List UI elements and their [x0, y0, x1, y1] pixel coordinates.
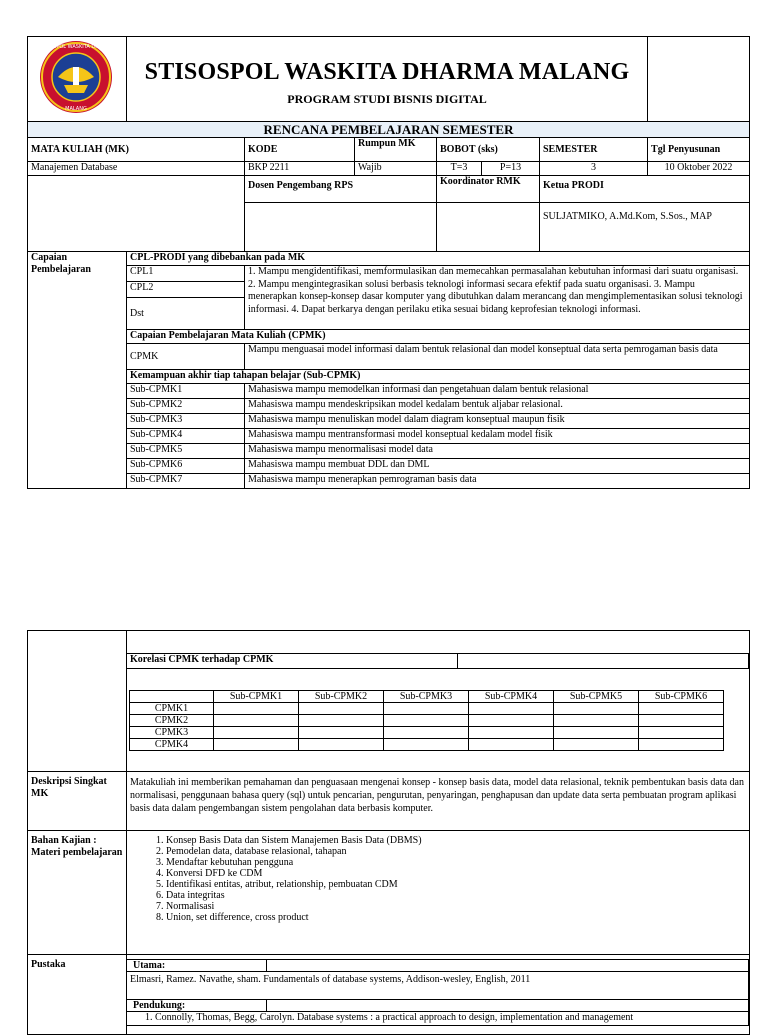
institution-name: STISOSPOL WASKITA DHARMA MALANG [144, 59, 630, 85]
course-p: P=13 [482, 162, 540, 176]
cpmk-heading: Capaian Pembelajaran Mata Kuliah (CPMK) [127, 330, 750, 344]
capaian-label: Capaian Pembelajaran [28, 252, 127, 489]
course-name: Manajemen Database [28, 162, 245, 176]
bahan-item: 5. Identifikasi entitas, atribut, relationship, pembuatan CDM [166, 879, 746, 890]
document-title: RENCANA PEMBELAJARAN SEMESTER [28, 122, 750, 138]
utama-label: Utama: [127, 960, 267, 972]
pendukung-label: Pendukung: [127, 1000, 267, 1012]
utama-text: Elmasri, Ramez. Navathe, sham. Fundamentals of database systems, Addison-wesley, English, 2011 [127, 972, 749, 1000]
korelasi-matrix [129, 690, 724, 751]
pustaka-label: Pustaka [28, 955, 127, 1035]
dosen-name [245, 203, 437, 252]
course-t: T=3 [437, 162, 482, 176]
logo-cell [28, 37, 127, 122]
sub-cpmk-text: Mahasiswa mampu membuat DDL dan DML [245, 459, 750, 474]
matrix-col-header: Sub-CPMK5 [554, 690, 639, 702]
ketua-label: Ketua PRODI [540, 176, 750, 203]
korelasi-cell [127, 631, 750, 772]
korelasi-label-cell [28, 631, 127, 772]
rps-header-table [27, 36, 750, 489]
bahan-item: 6. Data integritas [166, 890, 746, 901]
korelasi-heading-table [127, 654, 750, 669]
matrix-col-header: Sub-CPMK1 [214, 690, 299, 702]
cpl-text: 1. Mampu mengidentifikasi, memformulasikan dan memecahkan permasalahan kebutuhan informasi dari suatu organisasi. 2. Mampu mengintegrasikan solusi berbasis teknologi informasi secara efektif pada suatu organisasi. 3. Mampu menerapkan konsep-konsep dasar komputer yang dibutuhkan dalam merancang dan mengimplementasikan solusi teknologi informasi. 4. Dapat berkarya dengan perilaku etika sesuai bidang keprofesian teknologi informasi. [245, 266, 750, 330]
rps-continuation-table [27, 630, 750, 1035]
bahan-item: 4. Konversi DFD ke CDM [166, 868, 746, 879]
header-tgl: Tgl Penyusunan [648, 138, 750, 162]
signatory-blank [28, 176, 245, 252]
sub-cpmk-heading: Kemampuan akhir tiap tahapan belajar (Sub-CPMK) [127, 370, 750, 384]
program-name: PROGRAM STUDI BISNIS DIGITAL [287, 92, 487, 106]
sub-cpmk-text: Mahasiswa mampu mendeskripsikan model kedalam bentuk aljabar relasional. [245, 399, 750, 414]
bahan-label: Bahan Kajian : Materi pembelajaran [28, 831, 127, 955]
sub-cpmk-text: Mahasiswa mampu memodelkan informasi dan pengetahuan dalam bentuk relasional [245, 384, 750, 399]
cpmk-code: CPMK [127, 344, 245, 370]
bahan-list [130, 835, 746, 923]
sub-cpmk-code: Sub-CPMK2 [127, 399, 245, 414]
header-mk: MATA KULIAH (MK) [28, 138, 245, 162]
cpl-heading: CPL-PRODI yang dibebankan pada MK [127, 252, 750, 266]
matrix-row-header: CPMK1 [130, 702, 214, 714]
header-kode: KODE [245, 138, 355, 162]
sub-cpmk-code: Sub-CPMK1 [127, 384, 245, 399]
bahan-item: 3. Mendaftar kebutuhan pengguna [166, 857, 746, 868]
bahan-item: 2. Pemodelan data, database relasional, tahapan [166, 846, 746, 857]
sub-cpmk-code: Sub-CPMK7 [127, 474, 245, 489]
course-semester: 3 [540, 162, 648, 176]
sub-cpmk-text: Mahasiswa mampu mentransformasi model konseptual kedalam model fisik [245, 429, 750, 444]
course-date: 10 Oktober 2022 [648, 162, 750, 176]
pendukung-text: 1. Connolly, Thomas, Begg, Carolyn. Database systems : a practical approach to design, implementation and management [127, 1012, 749, 1026]
sub-cpmk-code: Sub-CPMK6 [127, 459, 245, 474]
header-rumpun: Rumpun MK [355, 138, 437, 162]
sub-cpmk-text: Mahasiswa mampu menormalisasi model data [245, 444, 750, 459]
deskripsi-label: Deskripsi Singkat MK [28, 772, 127, 831]
cpl-code-dst: Dst [127, 298, 245, 330]
matrix-row-header: CPMK3 [130, 726, 214, 738]
matrix-row-header: CPMK4 [130, 738, 214, 750]
matrix-col-header: Sub-CPMK6 [639, 690, 724, 702]
deskripsi-text: Matakuliah ini memberikan pemahaman dan penguasaan mengenai konsep - konsep basis data, model data relasional, teknik pembentukan basis data dan normalisasi, penggunaan bahasa query (sql) untuk pencarian, pengurutan, penyaringan, penghapusan dan update data serta pembuatan program aplikasi basis data dalam pengembangan sistem pengolahan data berbasis komputer. [127, 772, 750, 831]
bahan-item: 7. Normalisasi [166, 901, 746, 912]
bahan-item: 8. Union, set difference, cross product [166, 912, 746, 923]
sub-cpmk-code: Sub-CPMK3 [127, 414, 245, 429]
korelasi-heading: Korelasi CPMK terhadap CPMK [127, 654, 458, 668]
logo-text-bottom: MALANG [65, 106, 87, 112]
logo-text-top: STISOSPOL WASKITA DHARMA [38, 44, 114, 50]
matrix-col-header: Sub-CPMK3 [384, 690, 469, 702]
cpmk-text: Mampu menguasai model informasi dalam bentuk relasional dan model konseptual data serta pemrogaman basis data [245, 344, 750, 370]
institution-logo [28, 37, 127, 117]
course-rumpun: Wajib [355, 162, 437, 176]
matrix-corner [130, 690, 214, 702]
bahan-list-cell [127, 831, 750, 955]
cpl-code-1: CPL1 [127, 266, 245, 282]
koordinator-name [437, 203, 540, 252]
course-code: BKP 2211 [245, 162, 355, 176]
matrix-row-header: CPMK2 [130, 714, 214, 726]
pustaka-table [127, 959, 750, 1026]
ketua-name: SULJATMIKO, A.Md.Kom, S.Sos., MAP [540, 203, 750, 252]
title-right-cell [648, 37, 750, 122]
header-bobot: BOBOT (sks) [437, 138, 540, 162]
matrix-col-header: Sub-CPMK2 [299, 690, 384, 702]
cpl-code-2: CPL2 [127, 282, 245, 298]
matrix-col-header: Sub-CPMK4 [469, 690, 554, 702]
title-block [127, 37, 648, 122]
sub-cpmk-text: Mahasiswa mampu menerapkan pemrograman basis data [245, 474, 750, 489]
sub-cpmk-text: Mahasiswa mampu menuliskan model dalam diagram konseptual maupun fisik [245, 414, 750, 429]
koordinator-label: Koordinator RMK [437, 176, 540, 203]
bahan-item: 1. Konsep Basis Data dan Sistem Manajemen Basis Data (DBMS) [166, 835, 746, 846]
sub-cpmk-code: Sub-CPMK5 [127, 444, 245, 459]
header-semester: SEMESTER [540, 138, 648, 162]
dosen-label: Dosen Pengembang RPS [245, 176, 437, 203]
sub-cpmk-code: Sub-CPMK4 [127, 429, 245, 444]
pustaka-cell [127, 955, 750, 1035]
